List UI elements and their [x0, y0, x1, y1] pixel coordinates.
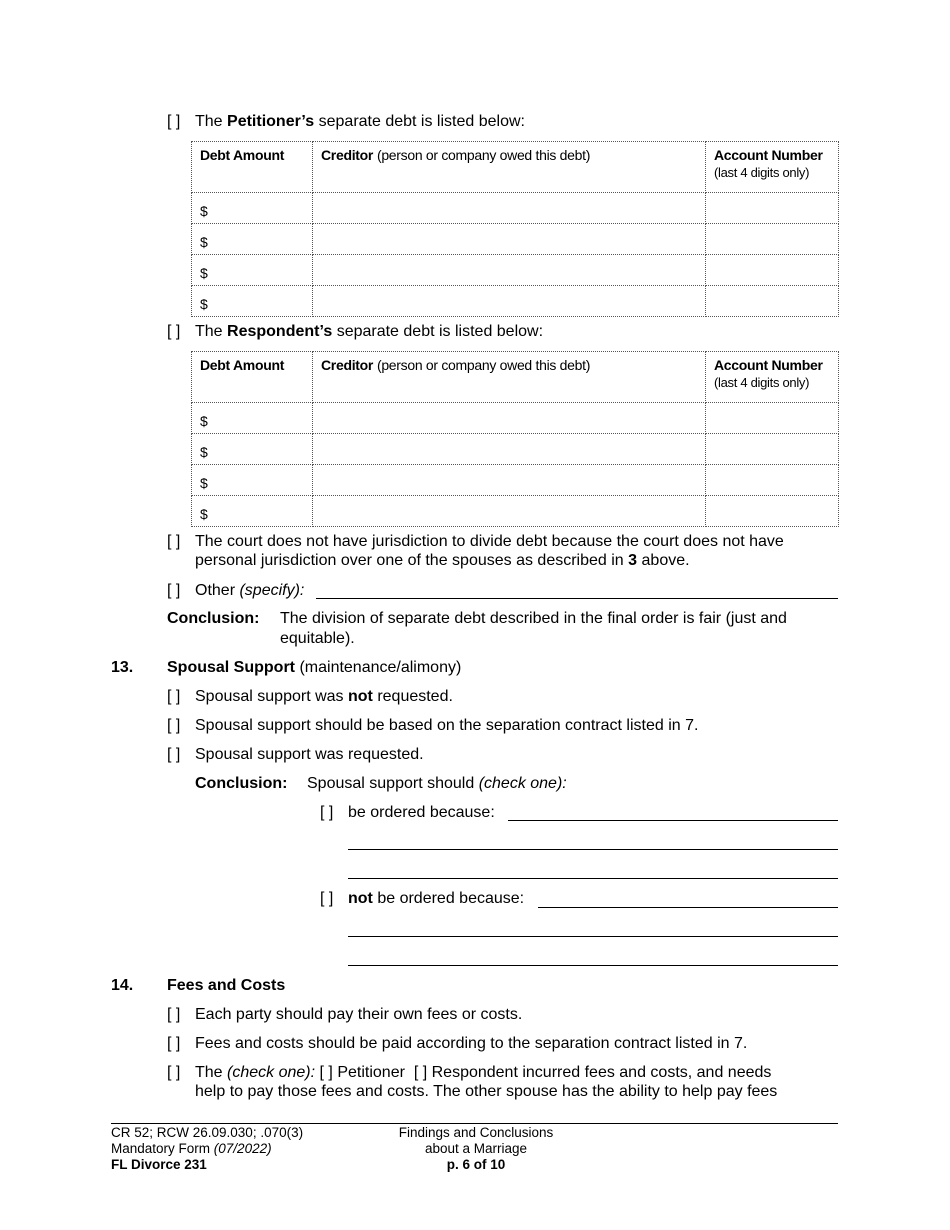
debt-conclusion-label: Conclusion: — [167, 610, 260, 627]
checkbox[interactable]: [ ] — [320, 890, 334, 907]
account-cell[interactable] — [706, 224, 839, 255]
fees-need-help-line2: help to pay those fees and costs. The other spouse has the ability to help pay fees — [195, 1083, 778, 1100]
not-be-ordered-option[interactable]: [ ] not be ordered because: — [320, 890, 525, 907]
account-cell[interactable] — [706, 465, 839, 496]
checkbox[interactable]: [ ] — [167, 717, 181, 734]
creditor-cell[interactable] — [313, 434, 706, 465]
table-row — [192, 403, 839, 434]
column-header-debt-amount: Debt Amount — [192, 142, 313, 193]
creditor-cell[interactable] — [313, 224, 706, 255]
creditor-cell[interactable] — [313, 193, 706, 224]
footer-page-number: p. 6 of 10 — [446, 1157, 506, 1172]
checkbox[interactable]: [ ] — [167, 1006, 181, 1023]
debt-amount-cell[interactable]: $ — [192, 403, 313, 434]
table-header-row — [192, 352, 839, 403]
fees-separation-contract-option[interactable]: [ ] Fees and costs should be paid according to the separation contract listed in 7. — [167, 1035, 748, 1052]
account-cell[interactable] — [706, 403, 839, 434]
footer-mandatory: Mandatory Form (07/2022) — [111, 1141, 272, 1156]
not-ordered-reason-field[interactable] — [538, 907, 838, 908]
checkbox[interactable]: [ ] — [167, 688, 181, 705]
respondent-debt-table — [191, 351, 839, 527]
column-header-account-number: Account Number (last 4 digits only) — [706, 352, 839, 403]
account-cell[interactable] — [706, 255, 839, 286]
account-cell[interactable] — [706, 496, 839, 527]
checkbox[interactable]: [ ] — [167, 746, 181, 763]
ordered-reason-field[interactable] — [348, 849, 838, 850]
footer-title-2: about a Marriage — [424, 1141, 528, 1156]
creditor-cell[interactable] — [313, 496, 706, 527]
account-cell[interactable] — [706, 434, 839, 465]
be-ordered-option[interactable]: [ ] be ordered because: — [320, 804, 495, 821]
debt-amount-cell[interactable]: $ — [192, 496, 313, 527]
other-specify-field[interactable] — [316, 598, 838, 599]
checkbox[interactable]: [ ] — [319, 1064, 333, 1081]
checkbox[interactable]: [ ] — [167, 1035, 181, 1052]
checkbox[interactable]: [ ] — [167, 1064, 181, 1081]
table-header-row — [192, 142, 839, 193]
jurisdiction-line2: personal jurisdiction over one of the spouses as described in 3 above. — [195, 552, 690, 569]
debt-amount-cell[interactable]: $ — [192, 255, 313, 286]
not-ordered-reason-field[interactable] — [348, 936, 838, 937]
spousal-separation-contract-option[interactable]: [ ] Spousal support should be based on the separation contract listed in 7. — [167, 717, 699, 734]
column-header-creditor: Creditor (person or company owed this debt) — [313, 142, 706, 193]
petitioner-debt-table — [191, 141, 839, 317]
creditor-cell[interactable] — [313, 255, 706, 286]
table-row — [192, 193, 839, 224]
respondent-debt-option[interactable]: [ ] The Respondent’s separate debt is listed below: — [167, 323, 544, 340]
spousal-conclusion-text: Spousal support should (check one): — [307, 775, 567, 792]
section-title-fees-and-costs: Fees and Costs — [167, 977, 286, 994]
footer-form-id: FL Divorce 231 — [111, 1157, 207, 1172]
jurisdiction-option[interactable]: [ ] The court does not have jurisdiction to divide debt because the court does not have — [167, 533, 784, 550]
other-option[interactable]: [ ] Other (specify): — [167, 582, 305, 599]
ordered-reason-field[interactable] — [508, 820, 838, 821]
checkbox[interactable]: [ ] — [167, 323, 181, 340]
debt-amount-cell[interactable]: $ — [192, 434, 313, 465]
debt-conclusion-text: The division of separate debt described in the final order is fair (just and — [280, 610, 787, 627]
footer-statute: CR 52; RCW 26.09.030; .070(3) — [111, 1125, 304, 1140]
checkbox[interactable]: [ ] — [320, 804, 334, 821]
footer-title: Findings and Conclusions — [398, 1125, 554, 1140]
column-header-debt-amount: Debt Amount — [192, 352, 313, 403]
checkbox[interactable]: [ ] — [167, 533, 181, 550]
table-row — [192, 286, 839, 317]
creditor-cell[interactable] — [313, 465, 706, 496]
column-header-account-number: Account Number (last 4 digits only) — [706, 142, 839, 193]
section-number-13: 13. — [111, 659, 134, 676]
spousal-conclusion-label: Conclusion: — [195, 775, 288, 792]
creditor-cell[interactable] — [313, 286, 706, 317]
table-row — [192, 496, 839, 527]
table-row — [192, 434, 839, 465]
debt-conclusion-text-2: equitable). — [280, 630, 355, 647]
checkbox[interactable]: [ ] — [167, 113, 181, 130]
footer-center — [380, 1125, 572, 1173]
table-row — [192, 465, 839, 496]
debt-amount-cell[interactable]: $ — [192, 286, 313, 317]
table-row — [192, 224, 839, 255]
section-title-spousal-support: Spousal Support (maintenance/alimony) — [167, 659, 462, 676]
debt-amount-cell[interactable]: $ — [192, 193, 313, 224]
fees-need-help-option[interactable]: [ ] The (check one): [ ] Petitioner [ ] Respondent incurred fees and costs, and needs — [167, 1064, 772, 1081]
table-row — [192, 255, 839, 286]
petitioner-debt-option[interactable]: [ ] The Petitioner’s separate debt is listed below: — [167, 113, 525, 130]
footer-rule — [111, 1123, 838, 1124]
fees-own-option[interactable]: [ ] Each party should pay their own fees or costs. — [167, 1006, 523, 1023]
checkbox[interactable]: [ ] — [167, 582, 181, 599]
creditor-cell[interactable] — [313, 403, 706, 434]
footer-left — [111, 1125, 303, 1173]
debt-amount-cell[interactable]: $ — [192, 224, 313, 255]
spousal-not-requested-option[interactable]: [ ] Spousal support was not requested. — [167, 688, 453, 705]
spousal-requested-option[interactable]: [ ] Spousal support was requested. — [167, 746, 424, 763]
checkbox[interactable]: [ ] — [413, 1064, 428, 1081]
column-header-creditor: Creditor (person or company owed this debt) — [313, 352, 706, 403]
account-cell[interactable] — [706, 286, 839, 317]
section-number-14: 14. — [111, 977, 134, 994]
not-ordered-reason-field[interactable] — [348, 965, 838, 966]
account-cell[interactable] — [706, 193, 839, 224]
ordered-reason-field[interactable] — [348, 878, 838, 879]
debt-amount-cell[interactable]: $ — [192, 465, 313, 496]
